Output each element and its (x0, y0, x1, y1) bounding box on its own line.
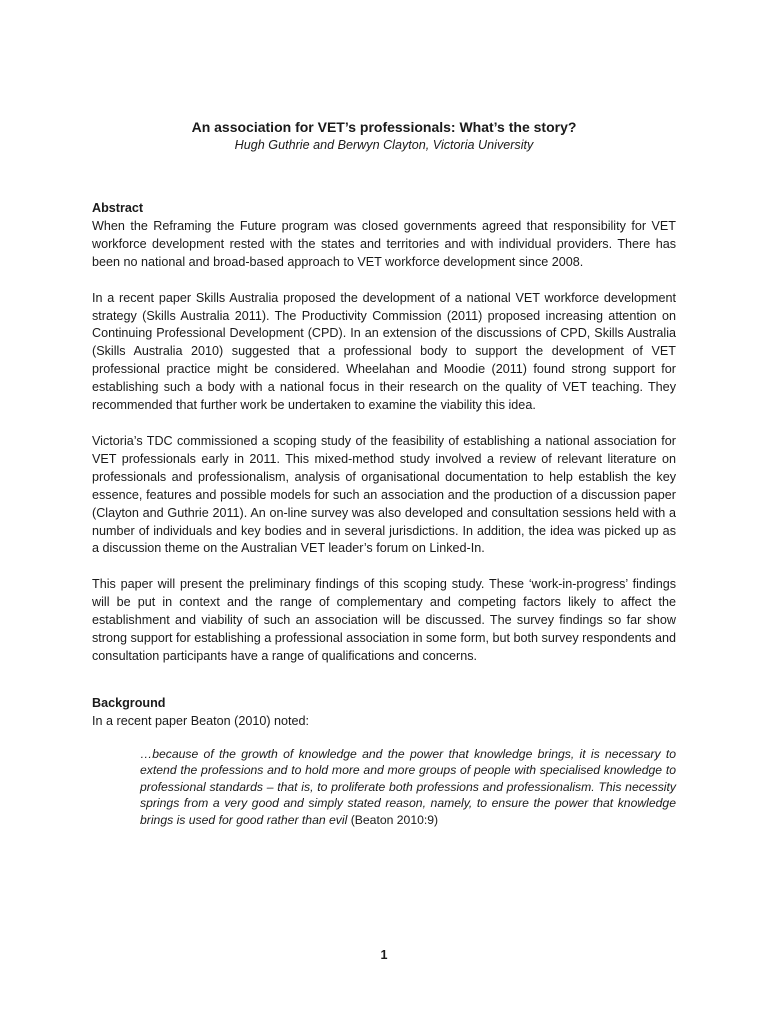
abstract-heading: Abstract (92, 201, 144, 215)
background-heading: Background (92, 695, 166, 710)
paper-authors: Hugh Guthrie and Berwyn Clayton, Victoria University (234, 138, 534, 152)
quote-text: …because of the growth of knowledge and the power that knowledge brings, it is necessary to extend the professions and to hold more and more groups of people with specialised knowledge to professional standards – that is, to proliferate both professions and professionalism. This necessity springs from a very good and simply stated reason, namely, to ensure the power that knowledge brings is used for good rather than evil (140, 746, 676, 828)
paper-title: An association for VET’s professionals: What’s the story? (191, 119, 577, 135)
page-number: 1 (380, 948, 388, 962)
block-quote (140, 746, 676, 829)
abstract-paragraph-1: When the Reframing the Future program was closed governments agreed that responsibility for VET workforce development rested with the states and territories and with individual providers. There has been no national and broad-based approach to VET workforce development since 2008. (92, 218, 676, 269)
abstract-paragraph-2: In a recent paper Skills Australia proposed the development of a national VET workforce development strategy (Skills Australia 2011). The Productivity Commission (2011) proposed increasing attention on Continuing Professional Development (CPD). In an extension of the discussions of CPD, Skills Australia (Skills Australia 2010) suggested that a professional body to support the development of VET professional practice might be considered. Wheelahan and Moodie (2011) found strong support for establishing such a body with a national focus in their research on the quality of VET teaching. They recommended that further work be undertaken to examine the viability this idea. (92, 290, 676, 413)
quote-citation: (Beaton 2010:9) (350, 813, 439, 828)
abstract-paragraph-3: Victoria’s TDC commissioned a scoping study of the feasibility of establishing a national association for VET professionals early in 2011. This mixed-method study involved a review of relevant literature on professionals and professionalism, analysis of organisational documentation to help establish the key essence, features and possible models for such an association and the production of a discussion paper (Clayton and Guthrie 2011). An on-line survey was also developed and consultation sessions held with a number of individuals and key bodies and in several jurisdictions. In addition, the idea was picked up as a discussion theme on the Australian VET leader’s forum on Linked-In. (92, 433, 676, 556)
background-intro: In a recent paper Beaton (2010) noted: (92, 713, 310, 728)
abstract-paragraph-4: This paper will present the preliminary findings of this scoping study. These ‘work-in-progress’ findings will be put in context and the range of complementary and competing factors likely to affect the establishment and viability of such an association will be discussed. The survey findings so far show strong support for establishing a professional association in some form, but both survey respondents and consultation participants have a range of qualifications and concerns. (92, 577, 676, 663)
document-page (92, 118, 676, 829)
